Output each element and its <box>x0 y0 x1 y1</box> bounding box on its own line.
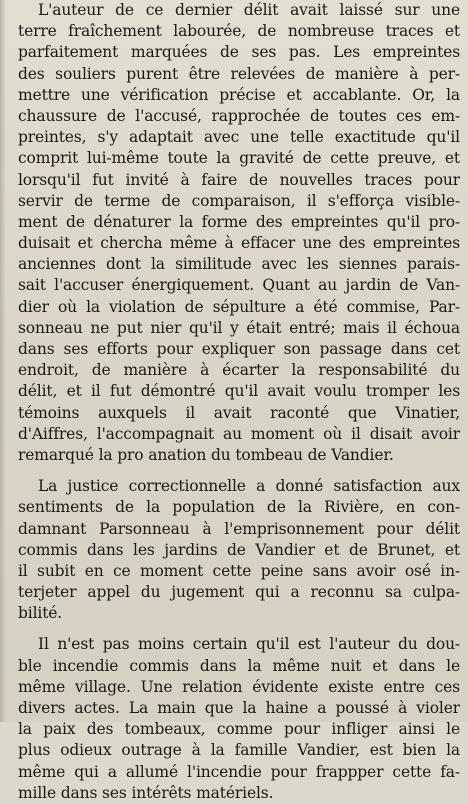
text-line: endroit, de manière à écarter la responsabilité du <box>18 361 460 380</box>
text-line: sonneau ne put nier qu'il y était entré; mais il échoua <box>18 318 460 337</box>
text-line: ble incendie commis dans la même nuit et dans le <box>18 656 460 675</box>
text-line: La justice correctionnelle a donné satisfaction aux <box>38 477 460 496</box>
text-line: dans ses efforts pour expliquer son passage dans cet <box>18 340 460 358</box>
text-line: d'Aiffres, l'accompagnait au moment où il disait avoir <box>18 424 460 443</box>
text-line: L'auteur de ce dernier délit avait laissé sur une <box>38 1 460 19</box>
text-line: terjeter appel du jugement qui a reconnu sa culpa- <box>18 583 460 602</box>
page-edge-shadow <box>0 0 6 722</box>
text-line: dier où la violation de sépulture a été commise, Par- <box>18 297 460 316</box>
text-line: parfaitement marquées de ses pas. Les empreintes <box>18 43 460 62</box>
text-line: même village. Une relation évidente existe entre ces <box>18 677 460 696</box>
text-line: la paix des tombeaux, comme pour infliger ainsi le <box>18 720 460 739</box>
text-line: comprit lui-même toute la gravité de cette preuve, et <box>18 149 460 168</box>
text-line: terre fraîchement labourée, de nombreuse traces et <box>18 22 460 41</box>
paragraph-gap <box>18 624 460 634</box>
text-line: ment de dénaturer la forme des empreintes qu'il pro- <box>18 212 460 231</box>
text-line: mille dans ses intérêts matériels. <box>18 783 274 802</box>
text-line: chaussure de l'accusé, rapprochée de toutes ces em- <box>18 106 460 125</box>
text-line: sentiments de la population de la Rivière, en con- <box>18 498 460 517</box>
text-line: même qui a allumé l'incendie pour frappper cette fa- <box>18 762 460 781</box>
article-column <box>18 0 460 802</box>
text-line: délit, et il fut démontré qu'il avait voulu tromper les <box>18 382 460 401</box>
text-line: preintes, s'y adaptait avec une telle exactitude qu'il <box>18 128 460 147</box>
text-line: duisait et chercha même à effacer une des empreintes <box>18 234 460 253</box>
text-line: lorsqu'il fut invité à faire de nouvelles traces pour <box>18 170 460 189</box>
text-line: mettre une vérification précise et accablante. Or, la <box>18 85 460 104</box>
text-line: Il n'est pas moins certain qu'il est l'auteur du dou- <box>38 635 460 654</box>
article-paragraph <box>18 634 460 804</box>
text-line: anciennes dont la similitude avec les siennes parais- <box>18 255 460 274</box>
text-line: damnant Parsonneau à l'emprisonnement pour délit <box>18 519 460 538</box>
text-line: sait l'accuser énergiquement. Quant au jardin de Van- <box>18 276 460 295</box>
text-line: plus odieux outrage à la famille Vandier, est bien la <box>18 741 460 760</box>
text-line: témoins auxquels il avait raconté que Vinatier, <box>18 403 460 422</box>
article-paragraph <box>18 0 460 466</box>
text-line: servir de terme de comparaison, il s'efforça visible- <box>18 191 460 210</box>
text-line: commis dans les jardins de Vandier et de Brunet, et <box>18 540 460 559</box>
text-line: il subit en ce moment cette peine sans avoir osé in- <box>18 561 460 580</box>
article-paragraph <box>18 476 460 624</box>
text-line: remarqué la pro anation du tombeau de Vandier. <box>18 445 394 464</box>
paragraph-gap <box>18 466 460 476</box>
text-line: bilité. <box>18 604 63 623</box>
text-line: des souliers purent être relevées de manière à per- <box>18 64 460 83</box>
text-line: divers actes. La main que la haine a poussé à violer <box>18 699 460 717</box>
